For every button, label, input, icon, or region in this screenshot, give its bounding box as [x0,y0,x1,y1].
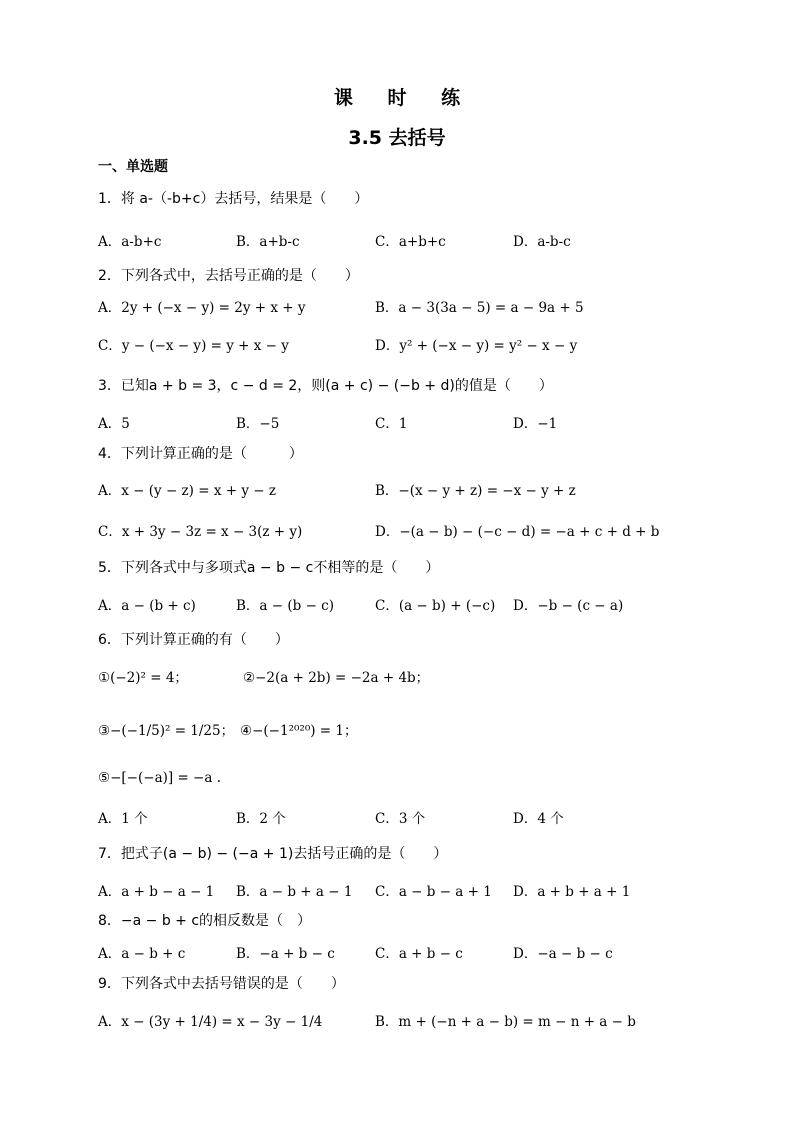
option-d: D．a + b + a + 1 [513,884,631,900]
question-8-stem: 8．−a − b + c的相反数是（ ） [98,913,312,929]
question-2-options-row1 [98,296,718,316]
question-9-options [98,1010,718,1030]
question-8-options [98,942,718,962]
section-heading: 一、单选题 [98,159,168,175]
option-d: D．4 个 [513,811,564,827]
question-6-stem: 6．下列计算正确的有（ ） [98,632,289,648]
question-5-options [98,594,718,614]
statement-2: ②−2(a + 2b) = −2a + 4b； [243,670,430,686]
option-b: B．a − 3(3a − 5) = a − 9a + 5 [375,300,584,316]
question-4-options-row1 [98,479,718,499]
option-b: B．a − (b − c) [236,598,334,614]
option-b: B．a+b-c [236,234,300,250]
option-a: A．5 [98,416,130,432]
option-a: A．a + b − a − 1 [98,884,215,900]
option-c: C．(a − b) + (−c) [375,598,496,614]
option-a: A．1 个 [98,811,148,827]
statement-5: ⑤−[−(−a)] = −a . [98,770,221,786]
question-3-options [98,412,718,432]
option-b: B．−(x − y + z) = −x − y + z [375,483,576,499]
option-d: D．−b − (c − a) [513,598,624,614]
option-b: B．2 个 [236,811,286,827]
question-6-options [98,807,718,827]
question-4-options-row2 [98,520,718,540]
question-5-stem: 5．下列各式中与多项式a − b − c不相等的是（ ） [98,560,440,576]
statement-4: ④−(−1²⁰²⁰) = 1； [240,723,358,739]
option-d: D．a-b-c [513,234,571,250]
option-a: A．a − (b + c) [98,598,196,614]
option-c: C．a+b+c [375,234,446,250]
option-c: C．a + b − c [375,946,463,962]
option-a: A．x − (3y + 1/4) = x − 3y − 1/4 [98,1014,323,1030]
question-1-stem: 1．将 a-（-b+c）去括号，结果是（ ） [98,191,369,207]
option-a: A．a − b + c [98,946,186,962]
question-7-stem: 7．把式子(a − b) − (−a + 1)去括号正确的是（ ） [98,846,448,862]
question-7-options [98,880,718,900]
lesson-subtitle: 3.5 去括号 [348,127,446,149]
statement-3: ③−(−1/5)² = 1/25； [98,723,235,739]
option-b: B．a − b + a − 1 [236,884,353,900]
option-b: B．−5 [236,416,280,432]
option-d: D．y² + (−x − y) = y² − x − y [375,338,578,354]
option-a: A．2y + (−x − y) = 2y + x + y [98,300,306,316]
option-c: C．1 [375,416,408,432]
statement-1: ①(−2)² = 4； [98,670,188,686]
option-c: C．y − (−x − y) = y + x − y [98,338,289,354]
option-b: B．m + (−n + a − b) = m − n + a − b [375,1014,636,1030]
question-9-stem: 9．下列各式中去括号错误的是（ ） [98,976,345,992]
option-a: A．x − (y − z) = x + y − z [98,483,276,499]
option-d: D．−(a − b) − (−c − d) = −a + c + d + b [375,524,660,540]
option-d: D．−1 [513,416,558,432]
option-c: C．3 个 [375,811,426,827]
page-title: 课 时 练 [333,87,475,109]
question-1-options [98,230,718,250]
question-4-stem: 4．下列计算正确的是（ ） [98,446,303,462]
option-a: A．a-b+c [98,234,162,250]
option-d: D．−a − b − c [513,946,613,962]
option-b: B．−a + b − c [236,946,335,962]
option-c: C．a − b − a + 1 [375,884,492,900]
question-2-options-row2 [98,334,718,354]
question-3-stem: 3．已知a + b = 3，c − d = 2，则(a + c) − (−b + d)的值是（ ） [98,378,553,394]
question-2-stem: 2．下列各式中，去括号正确的是（ ） [98,268,359,284]
option-c: C．x + 3y − 3z = x − 3(z + y) [98,524,303,540]
